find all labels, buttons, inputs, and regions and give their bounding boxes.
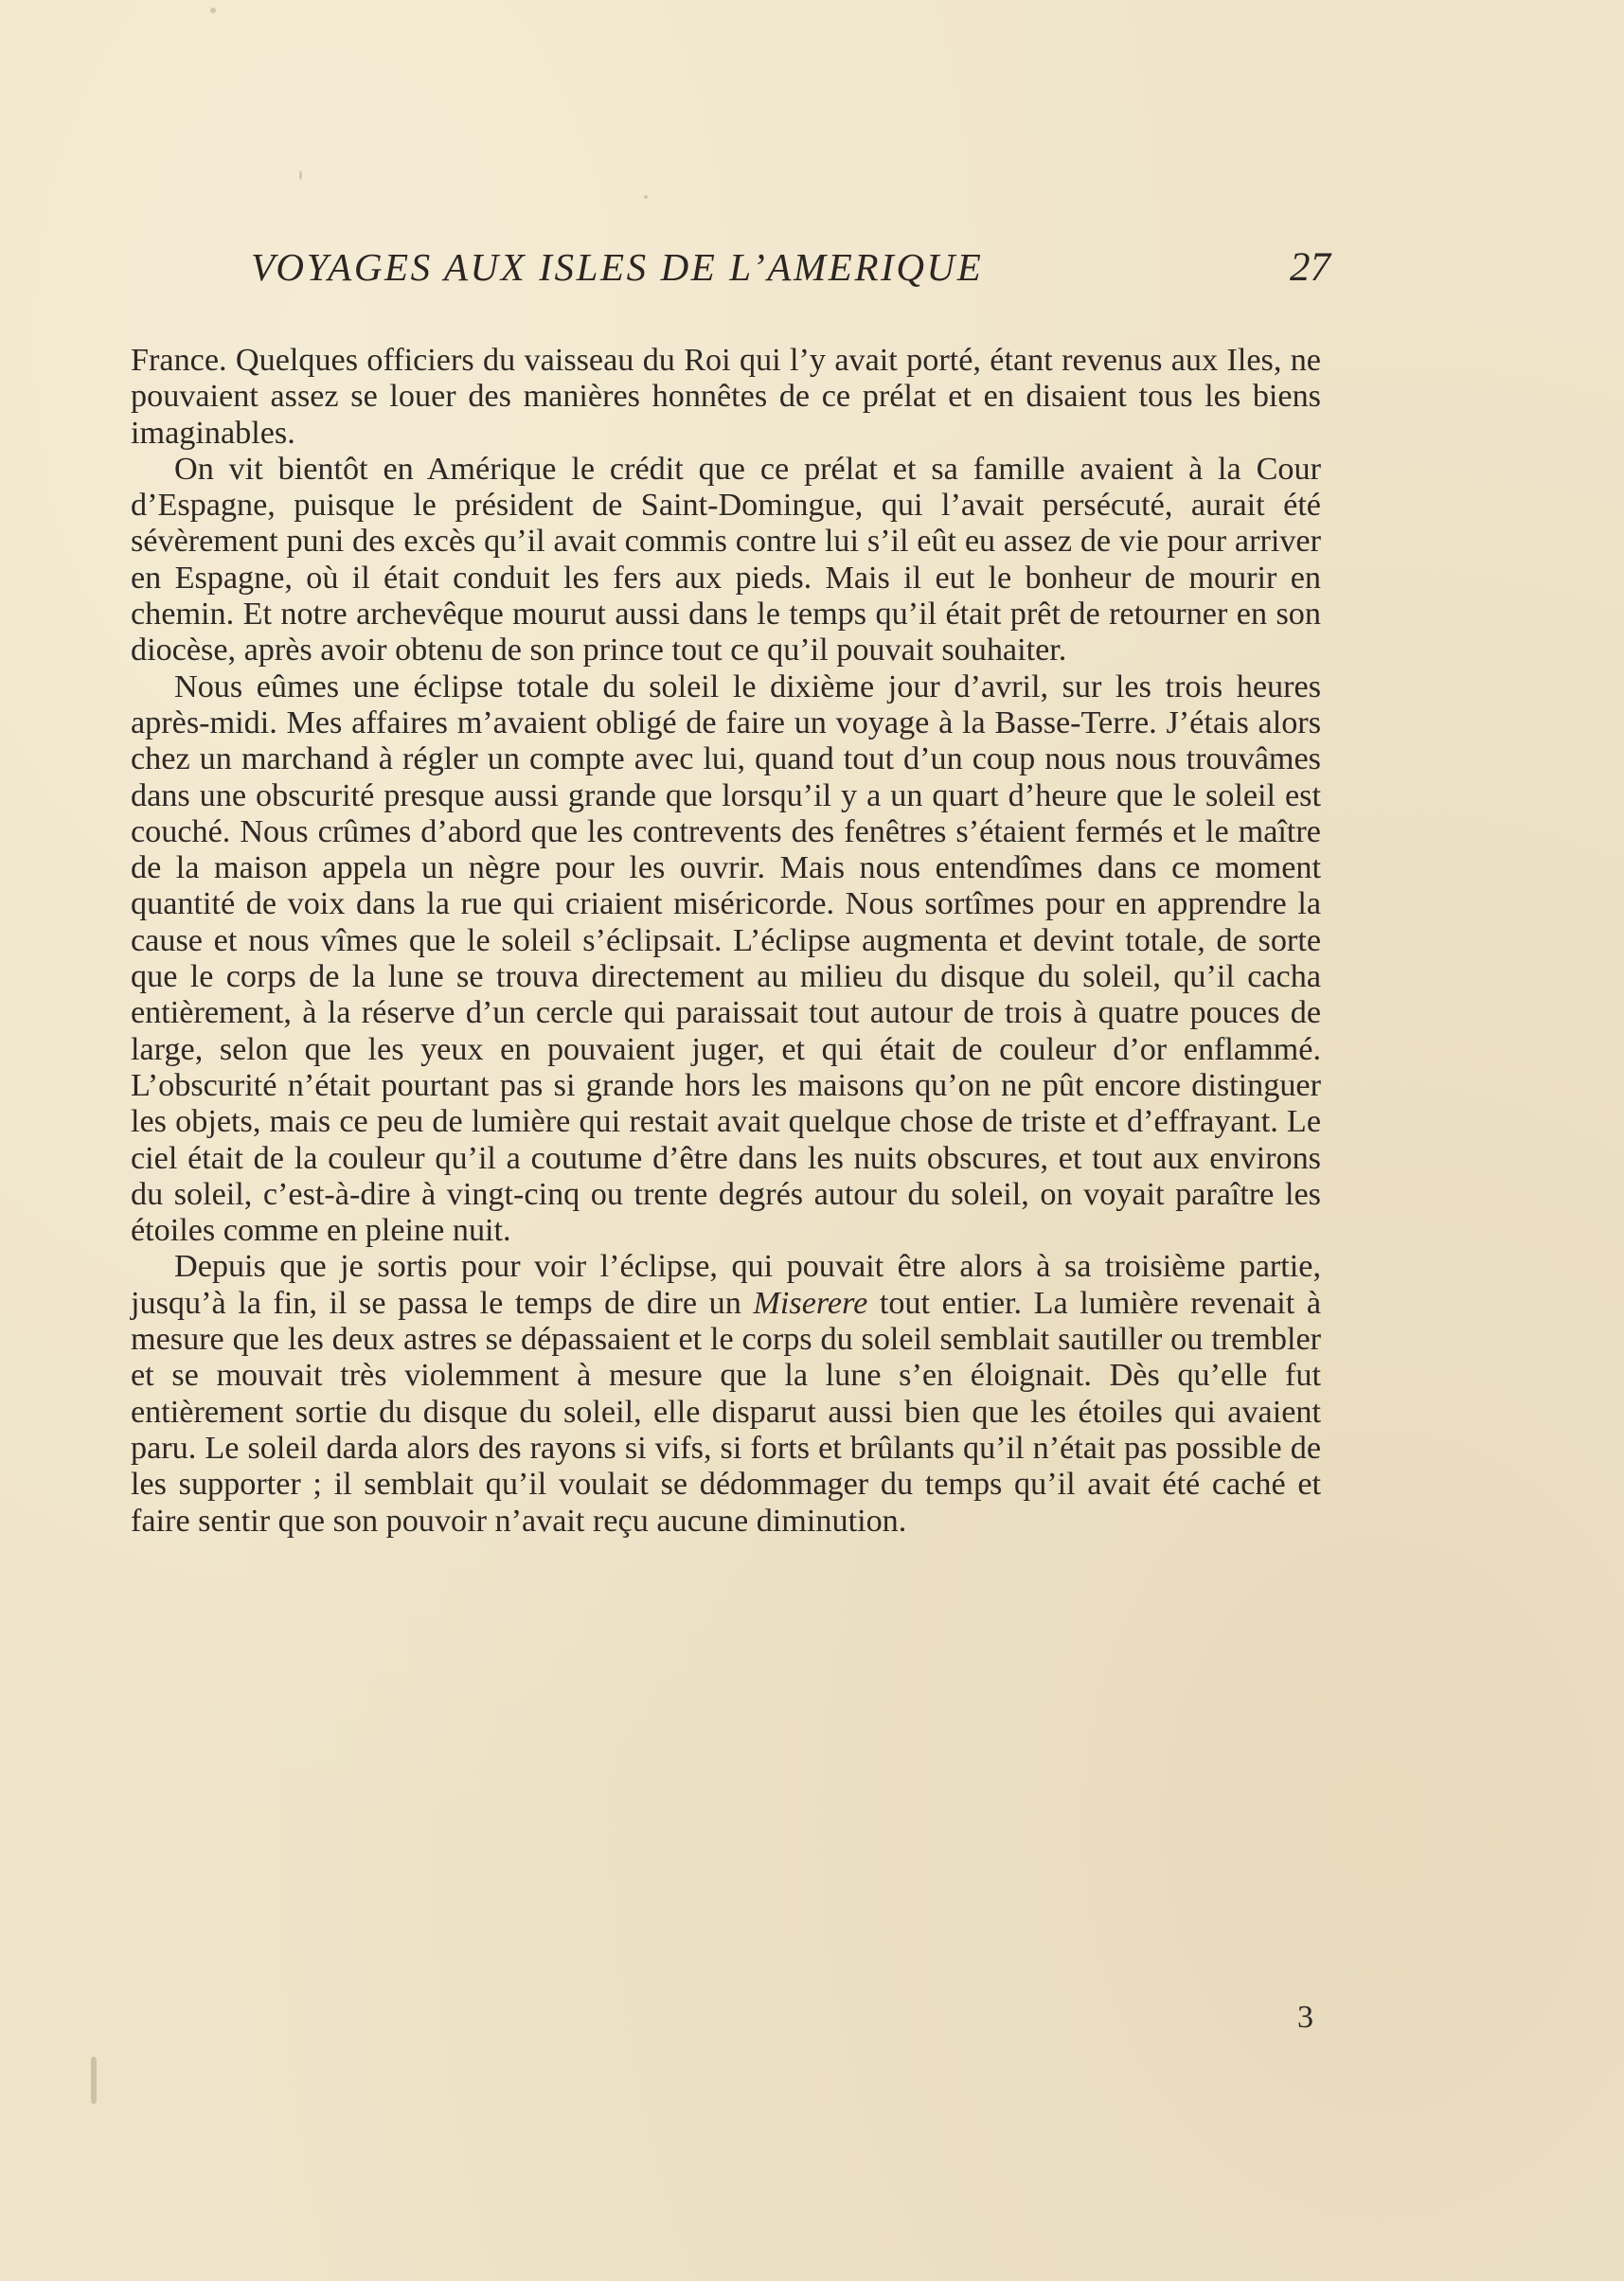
paragraph-4-part-2: tout entier. La lumière revenait à mesure que les deux astres se dépassaient et le corps du soleil semblait sautiller ou trembler et se mouvait très violemment à mesure que la lune s’en éloignait. Dès qu’elle fut entièrement sortie du disque du soleil, elle disparut aussi bien que les étoiles qui avaient paru. Le soleil darda alors des rayons si vifs, si forts et brûlants qu’il n’était pas possible de les supporter ; il semblait qu’il voulait se dédommager du temps qu’il avait été caché et faire sentir que son pouvoir n’avait reçu aucune diminution. bbox=[131, 1285, 1322, 1539]
margin-mark bbox=[91, 2057, 97, 2104]
signature-mark: 3 bbox=[1297, 2000, 1313, 2035]
paragraph-3: Nous eûmes une éclipse totale du soleil le dixième jour d’avril, sur les trois heures après-midi. Mes affaires m’avaient obligé de faire un voyage à la Basse-Terre. J’étais alors chez un marchand à régler un compte avec lui, quand tout d’un coup nous nous trouvâmes dans une obscurité presque aussi grande que lorsqu’il y a un quart d’heure que le soleil est couché. Nous crûmes d’abord que les contrevents des fenêtres s’étaient fermés et le maître de la maison appela un nègre pour les ouvrir. Mais nous entendîmes dans ce moment quantité de voix dans la rue qui criaient miséricorde. Nous sortîmes pour en apprendre la cause et nous vîmes que le soleil s’éclipsait. L’éclipse augmenta et devint totale, de sorte que le corps de la lune se trouva directement au milieu du disque du soleil, qu’il cacha entièrement, à la réserve d’un cercle qui paraissait tout autour de trois à quatre pouces de large, selon que les yeux en pouvaient juger, et qui était de couleur d’or enflammé. L’obscurité n’était pourtant pas si grande hors les maisons qu’on ne pût encore distinguer les objets, mais ce peu de lumière qui restait avait quelque chose de triste et d’effrayant. Le ciel était de la couleur qu’il a coutume d’être dans les nuits obscures, et tout aux environs du soleil, c’est-à-dire à vingt-cinq ou trente degrés autour du soleil, on voyait paraître les étoiles comme en pleine nuit. bbox=[131, 668, 1321, 1249]
paragraph-1: France. Quelques officiers du vaisseau du Roi qui l’y avait porté, étant revenus aux Iles, ne pouvaient assez se louer des manières honnêtes de ce prélat et en disaient tous les biens imaginables. bbox=[131, 343, 1321, 451]
paper-speck bbox=[210, 8, 216, 13]
running-title: VOYAGES AUX ISLES DE L’AMERIQUE bbox=[251, 245, 984, 289]
page-number: 27 bbox=[1290, 245, 1330, 290]
paragraph-4 bbox=[131, 1249, 1321, 1539]
paper-speck bbox=[644, 195, 648, 199]
miserere-italic: Miserere bbox=[753, 1285, 868, 1321]
paragraph-2: On vit bientôt en Amérique le crédit que ce prélat et sa famille avaient à la Cour d’Espagne, puisque le président de Saint-Domingue, qui l’avait persécuté, aurait été sévèrement puni des excès qu’il avait commis contre lui s’il eût eu assez de vie pour arriver en Espagne, où il était conduit les fers aux pieds. Mais il eut le bonheur de mourir en chemin. Et notre archevêque mourut aussi dans le temps qu’il était prêt de retourner en son diocèse, après avoir obtenu de son prince tout ce qu’il pouvait souhaiter. bbox=[131, 451, 1321, 668]
paper-speck bbox=[299, 170, 302, 180]
body-text bbox=[131, 343, 1321, 1540]
paragraph-4-part-1: Depuis que je sortis pour voir l’éclipse, qui pouvait être alors à sa troisième partie, jusqu’à la fin, il se passa le temps de dire un bbox=[131, 1249, 1321, 1321]
running-head bbox=[251, 244, 1330, 301]
